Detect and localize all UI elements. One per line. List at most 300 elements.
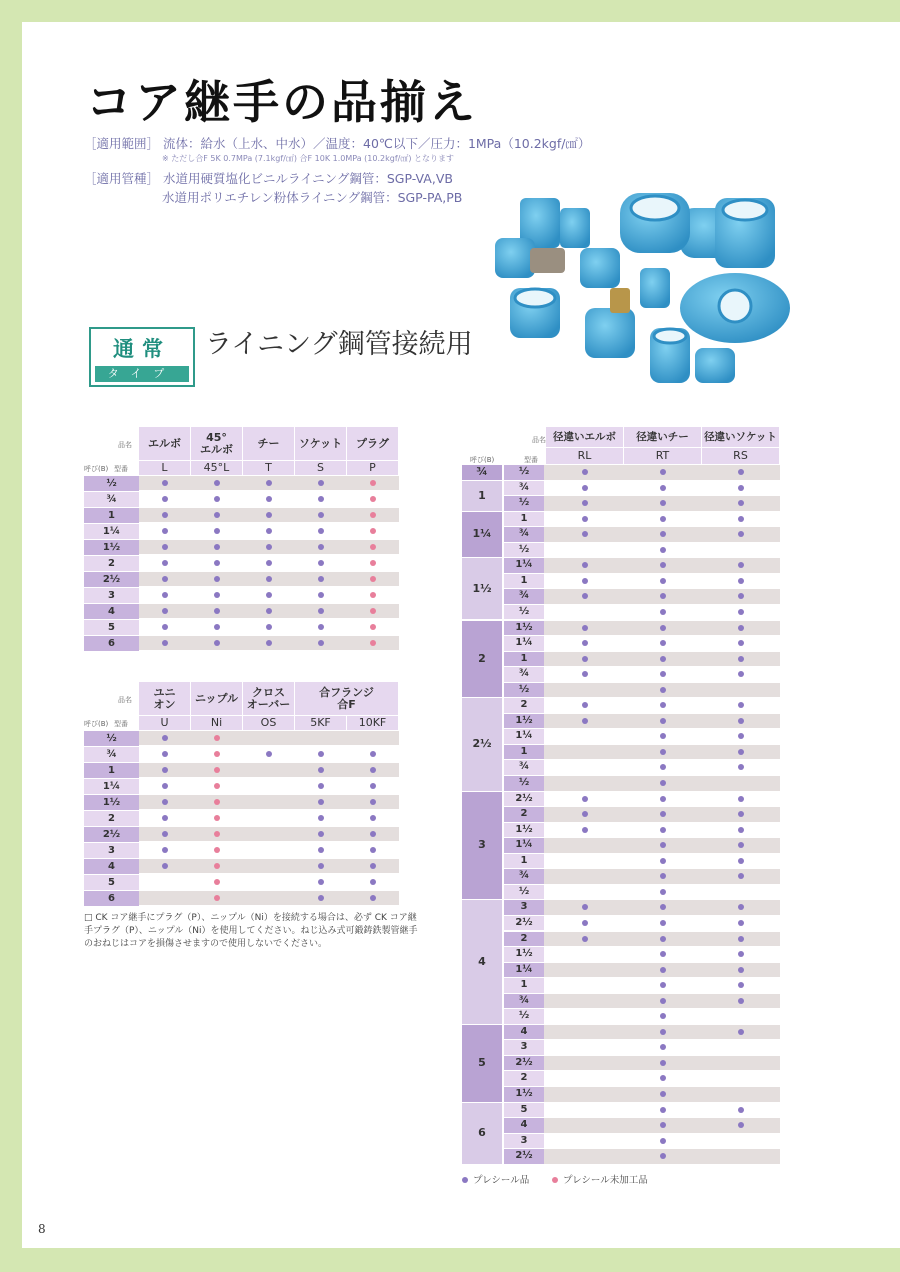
- preseal-dot: [738, 516, 744, 522]
- preseal-dot: [162, 544, 168, 550]
- preseal-dot: [162, 560, 168, 566]
- unprocessed-dot: [214, 735, 220, 741]
- preseal-dot: [162, 576, 168, 582]
- table-row: [84, 891, 399, 906]
- group-size: 1½: [462, 558, 502, 619]
- row-sub-size: 1½: [504, 714, 544, 729]
- preseal-dot: [582, 811, 588, 817]
- column-name: プラグ: [347, 427, 398, 460]
- unprocessed-dot: [214, 895, 220, 901]
- row-size: 6: [84, 636, 139, 651]
- table-row: [504, 729, 780, 745]
- table-row: [504, 792, 780, 808]
- preseal-dot: [660, 998, 666, 1004]
- preseal-dot: [738, 858, 744, 864]
- preseal-dot: [582, 625, 588, 631]
- group-size: 1: [462, 481, 502, 511]
- preseal-dot: [162, 608, 168, 614]
- preseal-dot: [370, 799, 376, 805]
- column-name: ユニ オン: [139, 682, 190, 715]
- preseal-dot: [370, 895, 376, 901]
- preseal-dot: [370, 831, 376, 837]
- table-row: [504, 776, 780, 792]
- unprocessed-dot: [370, 640, 376, 646]
- row-sub-size: ¾: [504, 481, 544, 496]
- column-code: 5KF: [295, 716, 346, 730]
- row-sub-size: ¾: [504, 994, 544, 1009]
- preseal-dot: [738, 625, 744, 631]
- spec-pipe-text2: 水道用ポリエチレン粉体ライニング鋼管：SGP-PA,PB: [162, 190, 463, 205]
- table-row: [84, 508, 399, 523]
- preseal-dot: [266, 496, 272, 502]
- preseal-dot: [738, 842, 744, 848]
- preseal-dot: [582, 516, 588, 522]
- column-code: RL: [546, 448, 623, 464]
- column-code: T: [243, 461, 294, 475]
- unprocessed-dot: [370, 576, 376, 582]
- row-size: 5: [84, 620, 139, 635]
- row-sub-size: 2½: [504, 1149, 544, 1164]
- row-sub-size: ½: [504, 465, 544, 480]
- preseal-dot: [162, 799, 168, 805]
- preseal-dot: [660, 951, 666, 957]
- unprocessed-dot: [214, 863, 220, 869]
- row-sub-size: ¾: [504, 527, 544, 542]
- column-name: 径違いソケット: [702, 427, 779, 447]
- row-sub-size: 2: [504, 807, 544, 822]
- table-row: [84, 620, 399, 635]
- unprocessed-dot: [370, 608, 376, 614]
- row-sub-size: 4: [504, 1118, 544, 1133]
- preseal-dot: [266, 640, 272, 646]
- row-sub-size: 1: [504, 652, 544, 667]
- preseal-dot: [318, 528, 324, 534]
- table-row: [504, 465, 780, 481]
- preseal-dot: [318, 767, 324, 773]
- table-row: [504, 1149, 780, 1165]
- preseal-dot: [738, 936, 744, 942]
- preseal-dot: [370, 847, 376, 853]
- row-size: 1½: [84, 795, 139, 810]
- group-size: ¾: [462, 465, 502, 480]
- table-row: [84, 524, 399, 539]
- preseal-dot: [660, 873, 666, 879]
- usage-note: □ CK コア継手にプラグ（P）、ニップル（Ni）を接続する場合は、必ず CK コア継手プラグ（P）、ニップル（Ni）を使用してください。ねじ込み式可鍛鋳鉄製管継手のおねじはコアを損傷させますので使用しないでください。: [84, 913, 418, 949]
- spec-pipe-label: ［適用管種］: [84, 171, 160, 186]
- preseal-dot: [582, 469, 588, 475]
- table-row: [504, 1087, 780, 1103]
- table-row: [504, 543, 780, 559]
- preseal-dot: [660, 671, 666, 677]
- table-row: [504, 1040, 780, 1056]
- row-sub-size: 2½: [504, 916, 544, 931]
- preseal-dot: [582, 593, 588, 599]
- table-row: [504, 932, 780, 948]
- spec-range-label: ［適用範囲］: [84, 136, 160, 151]
- table-row: [504, 481, 780, 497]
- preseal-dot: [582, 485, 588, 491]
- preseal-dot: [660, 904, 666, 910]
- preseal-dot: [162, 592, 168, 598]
- preseal-dot: [214, 544, 220, 550]
- row-sub-size: ½: [504, 683, 544, 698]
- preseal-dot: [660, 718, 666, 724]
- catalog-page: [22, 22, 900, 1248]
- preseal-dot: [266, 576, 272, 582]
- unprocessed-dot: [370, 528, 376, 534]
- group-size: 6: [462, 1103, 502, 1164]
- preseal-dot: [582, 796, 588, 802]
- column-name: 45° エルボ: [191, 427, 242, 460]
- preseal-dot: [318, 863, 324, 869]
- legend-pink-dot: [552, 1177, 558, 1183]
- row-sub-size: 1½: [504, 823, 544, 838]
- row-sub-size: 5: [504, 1103, 544, 1118]
- preseal-dot: [318, 879, 324, 885]
- product-photo: [490, 188, 800, 398]
- table-row: [84, 476, 399, 491]
- table-row: [504, 807, 780, 823]
- type-badge-main: 通常: [113, 337, 171, 361]
- table-row: [504, 1118, 780, 1134]
- preseal-dot: [660, 982, 666, 988]
- preseal-dot: [214, 576, 220, 582]
- table-row: [504, 760, 780, 776]
- unprocessed-dot: [214, 783, 220, 789]
- preseal-dot: [660, 1153, 666, 1159]
- group-size: 4: [462, 900, 502, 1023]
- row-size: 1: [84, 508, 139, 523]
- preseal-dot: [214, 640, 220, 646]
- table-row: [504, 496, 780, 512]
- row-sub-size: 1: [504, 745, 544, 760]
- row-size: 3: [84, 588, 139, 603]
- preseal-dot: [660, 733, 666, 739]
- unprocessed-dot: [370, 496, 376, 502]
- table-row: [504, 1071, 780, 1087]
- preseal-dot: [738, 873, 744, 879]
- table-row: [84, 875, 399, 890]
- preseal-dot: [738, 609, 744, 615]
- preseal-dot: [266, 624, 272, 630]
- row-size: 5: [84, 875, 139, 890]
- column-name: クロス オーバー: [243, 682, 294, 715]
- table-union-nipple-flange: [84, 682, 396, 906]
- table-row: [504, 838, 780, 854]
- unprocessed-dot: [370, 512, 376, 518]
- preseal-dot: [318, 831, 324, 837]
- preseal-dot: [738, 500, 744, 506]
- preseal-dot: [318, 624, 324, 630]
- table-row: [504, 1134, 780, 1150]
- unprocessed-dot: [370, 624, 376, 630]
- preseal-dot: [660, 656, 666, 662]
- unprocessed-dot: [214, 831, 220, 837]
- row-sub-size: 3: [504, 900, 544, 915]
- preseal-dot: [318, 512, 324, 518]
- preseal-dot: [660, 827, 666, 833]
- preseal-dot: [738, 764, 744, 770]
- preseal-dot: [162, 512, 168, 518]
- column-code: 45°L: [191, 461, 242, 475]
- row-size: ½: [84, 476, 139, 491]
- preseal-dot: [582, 640, 588, 646]
- row-sub-size: ½: [504, 885, 544, 900]
- preseal-dot: [582, 656, 588, 662]
- preseal-dot: [318, 480, 324, 486]
- spec-range-note: ※ ただし合F 5K 0.7MPa (7.1kgf/㎠) 合F 10K 1.0MPa (10.2kgf/㎠) となります: [162, 154, 455, 163]
- row-size: ¾: [84, 492, 139, 507]
- preseal-dot: [318, 847, 324, 853]
- column-code: P: [347, 461, 398, 475]
- table-row: [504, 527, 780, 543]
- preseal-dot: [660, 1075, 666, 1081]
- preseal-dot: [582, 562, 588, 568]
- preseal-dot: [162, 767, 168, 773]
- preseal-dot: [582, 936, 588, 942]
- preseal-dot: [738, 578, 744, 584]
- preseal-dot: [370, 815, 376, 821]
- preseal-dot: [214, 608, 220, 614]
- preseal-dot: [660, 936, 666, 942]
- preseal-dot: [660, 578, 666, 584]
- preseal-dot: [660, 967, 666, 973]
- preseal-dot: [582, 718, 588, 724]
- preseal-dot: [318, 799, 324, 805]
- row-size: 1¼: [84, 779, 139, 794]
- preseal-dot: [660, 858, 666, 864]
- preseal-dot: [660, 547, 666, 553]
- table-row: [504, 574, 780, 590]
- unprocessed-dot: [214, 767, 220, 773]
- table-row: [504, 652, 780, 668]
- column-code: L: [139, 461, 190, 475]
- preseal-dot: [266, 512, 272, 518]
- preseal-dot: [738, 749, 744, 755]
- table-row: [504, 683, 780, 699]
- table-row: [84, 747, 399, 762]
- preseal-dot: [214, 592, 220, 598]
- table-row: [84, 492, 399, 507]
- preseal-dot: [738, 1029, 744, 1035]
- preseal-dot: [738, 920, 744, 926]
- preseal-dot: [738, 982, 744, 988]
- preseal-dot: [738, 811, 744, 817]
- row-sub-size: 2: [504, 1071, 544, 1086]
- row-sub-size: 1½: [504, 1087, 544, 1102]
- page-title: コア継手の品揃え: [86, 75, 478, 129]
- preseal-dot: [660, 640, 666, 646]
- table-row: [504, 1009, 780, 1025]
- preseal-dot: [582, 671, 588, 677]
- row-sub-size: 2½: [504, 1056, 544, 1071]
- row-sub-size: 3: [504, 1040, 544, 1055]
- preseal-dot: [370, 751, 376, 757]
- row-sub-size: 1½: [504, 947, 544, 962]
- column-name: ニップル: [191, 682, 242, 715]
- preseal-dot: [214, 512, 220, 518]
- preseal-dot: [318, 895, 324, 901]
- column-code: U: [139, 716, 190, 730]
- table-row: [504, 636, 780, 652]
- label-kataban: 型番: [114, 465, 128, 473]
- row-sub-size: 2: [504, 932, 544, 947]
- column-code: OS: [243, 716, 294, 730]
- preseal-dot: [214, 624, 220, 630]
- preseal-dot: [660, 780, 666, 786]
- table-row: [84, 540, 399, 555]
- preseal-dot: [660, 469, 666, 475]
- preseal-dot: [162, 496, 168, 502]
- preseal-dot: [660, 1107, 666, 1113]
- row-sub-size: ¾: [504, 667, 544, 682]
- preseal-dot: [162, 528, 168, 534]
- preseal-dot: [318, 592, 324, 598]
- table-row: [84, 731, 399, 746]
- preseal-dot: [318, 608, 324, 614]
- row-sub-size: 1: [504, 574, 544, 589]
- preseal-dot: [660, 1138, 666, 1144]
- preseal-dot: [582, 702, 588, 708]
- preseal-dot: [738, 998, 744, 1004]
- table-row: [84, 779, 399, 794]
- preseal-dot: [370, 879, 376, 885]
- preseal-dot: [214, 560, 220, 566]
- table-row: [84, 604, 399, 619]
- row-size: 2: [84, 556, 139, 571]
- preseal-dot: [738, 702, 744, 708]
- preseal-dot: [370, 783, 376, 789]
- legend-purple-label: プレシール品: [473, 1175, 530, 1186]
- row-sub-size: ½: [504, 496, 544, 511]
- preseal-dot: [660, 687, 666, 693]
- label-kataban: 型番: [524, 456, 538, 464]
- label-yobi: 呼び(B): [470, 456, 495, 464]
- label-hinmei: 品名: [532, 436, 546, 444]
- table-row: [504, 605, 780, 621]
- preseal-dot: [318, 751, 324, 757]
- unprocessed-dot: [214, 815, 220, 821]
- row-sub-size: 1¼: [504, 838, 544, 853]
- preseal-dot: [582, 827, 588, 833]
- preseal-dot: [370, 767, 376, 773]
- table-row: [84, 572, 399, 587]
- table-row: [84, 859, 399, 874]
- preseal-dot: [162, 831, 168, 837]
- preseal-dot: [162, 863, 168, 869]
- page-number: 8: [38, 1222, 46, 1236]
- row-sub-size: 2½: [504, 792, 544, 807]
- unprocessed-dot: [214, 879, 220, 885]
- preseal-dot: [660, 500, 666, 506]
- preseal-dot: [660, 1029, 666, 1035]
- preseal-dot: [660, 562, 666, 568]
- table-row: [504, 1103, 780, 1119]
- table-row: [84, 843, 399, 858]
- unprocessed-dot: [370, 592, 376, 598]
- preseal-dot: [660, 1060, 666, 1066]
- preseal-dot: [660, 749, 666, 755]
- preseal-dot: [582, 904, 588, 910]
- row-size: 2½: [84, 827, 139, 842]
- row-sub-size: 4: [504, 1025, 544, 1040]
- row-sub-size: 1¼: [504, 636, 544, 651]
- row-size: 1: [84, 763, 139, 778]
- table-row: [84, 636, 399, 651]
- table-row: [504, 947, 780, 963]
- row-size: ½: [84, 731, 139, 746]
- row-sub-size: ½: [504, 543, 544, 558]
- preseal-dot: [738, 1107, 744, 1113]
- row-size: 2: [84, 811, 139, 826]
- preseal-dot: [318, 815, 324, 821]
- legend-purple-dot: [462, 1177, 468, 1183]
- unprocessed-dot: [370, 560, 376, 566]
- preseal-dot: [162, 624, 168, 630]
- table-row: [84, 795, 399, 810]
- preseal-dot: [738, 1122, 744, 1128]
- type-badge-sub: タイプ: [95, 366, 189, 382]
- unprocessed-dot: [214, 751, 220, 757]
- label-yobi: 呼び(B): [84, 465, 109, 473]
- table-row: [84, 556, 399, 571]
- label-hinmei: 品名: [118, 441, 132, 449]
- row-size: 3: [84, 843, 139, 858]
- row-sub-size: ¾: [504, 589, 544, 604]
- label-hinmei: 品名: [118, 696, 132, 704]
- table-row: [504, 854, 780, 870]
- row-sub-size: 1½: [504, 621, 544, 636]
- table-row: [504, 558, 780, 574]
- legend-preseal: [462, 1172, 529, 1186]
- preseal-dot: [162, 480, 168, 486]
- preseal-dot: [162, 783, 168, 789]
- column-name-flange: 合フランジ 合F: [295, 682, 398, 715]
- row-size: 6: [84, 891, 139, 906]
- table-row: [504, 916, 780, 932]
- preseal-dot: [738, 827, 744, 833]
- row-sub-size: ¾: [504, 869, 544, 884]
- preseal-dot: [318, 560, 324, 566]
- preseal-dot: [162, 735, 168, 741]
- table-row: [504, 745, 780, 761]
- row-size: 2½: [84, 572, 139, 587]
- preseal-dot: [660, 593, 666, 599]
- preseal-dot: [660, 516, 666, 522]
- table-row: [504, 823, 780, 839]
- preseal-dot: [582, 500, 588, 506]
- preseal-dot: [582, 531, 588, 537]
- row-sub-size: 2: [504, 698, 544, 713]
- spec-pipe-text1: 水道用硬質塩化ビニルライニング鋼管：SGP-VA,VB: [163, 171, 453, 186]
- preseal-dot: [738, 531, 744, 537]
- unprocessed-dot: [214, 799, 220, 805]
- table-row: [504, 1025, 780, 1041]
- preseal-dot: [738, 469, 744, 475]
- preseal-dot: [738, 656, 744, 662]
- preseal-dot: [660, 920, 666, 926]
- column-code: RS: [702, 448, 779, 464]
- preseal-dot: [266, 544, 272, 550]
- preseal-dot: [738, 718, 744, 724]
- preseal-dot: [318, 640, 324, 646]
- table-row: [504, 714, 780, 730]
- table-row: [504, 589, 780, 605]
- preseal-dot: [738, 796, 744, 802]
- table-row: [504, 698, 780, 714]
- preseal-dot: [318, 576, 324, 582]
- row-size: 4: [84, 604, 139, 619]
